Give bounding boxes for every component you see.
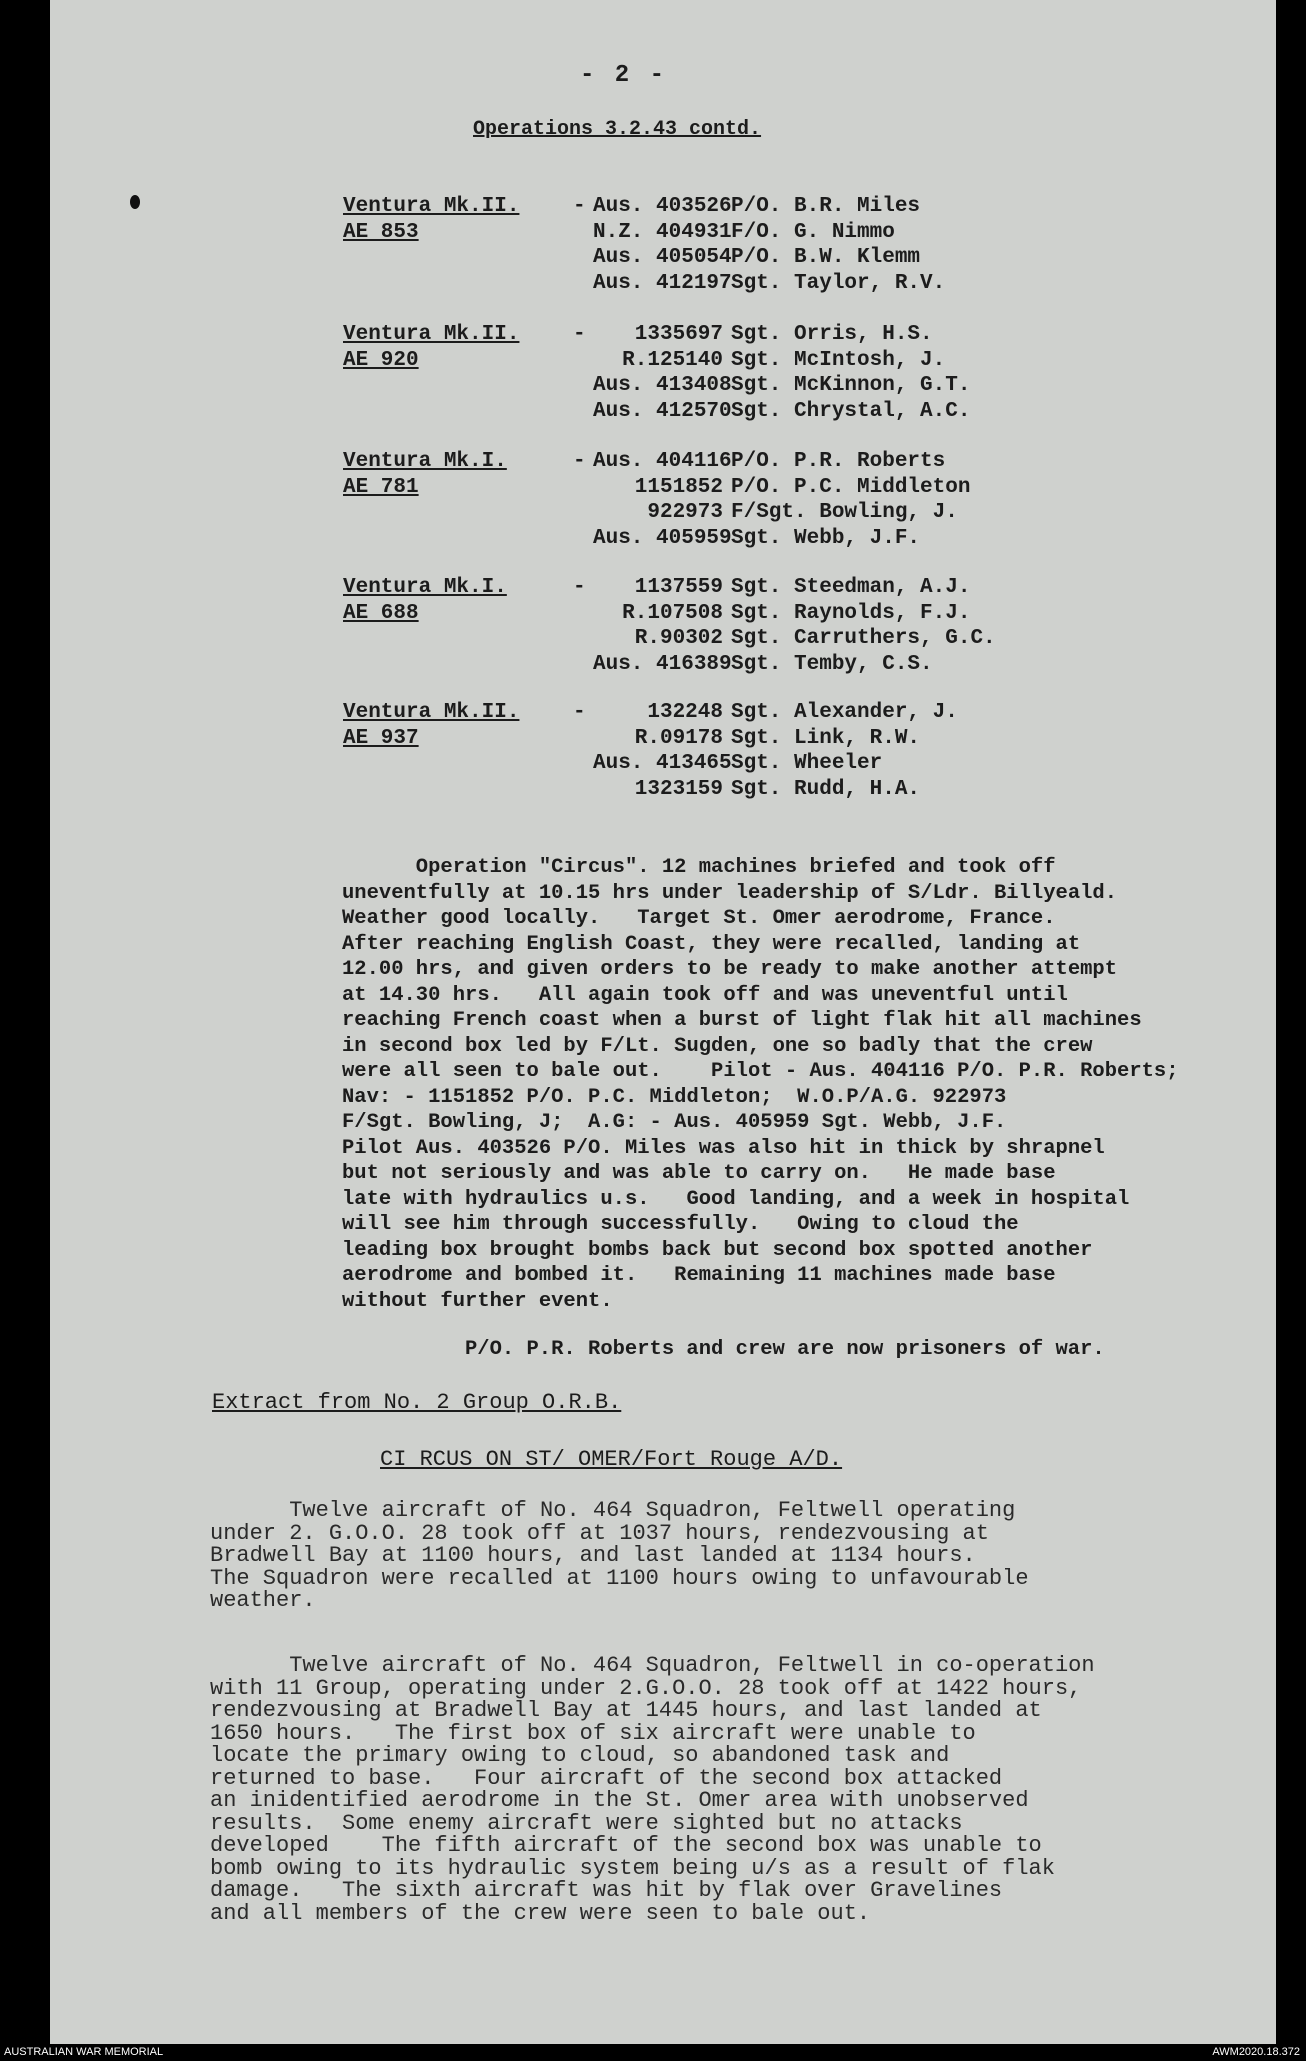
service-number: 132248	[647, 701, 723, 724]
service-number: 1323159	[634, 777, 723, 801]
crew-block	[343, 575, 996, 677]
aircraft-name: Ventura Mk.II.	[343, 323, 520, 346]
footer-institution: AUSTRALIAN WAR MEMORIAL	[4, 2046, 164, 2058]
service-number: Aus. 405959	[593, 526, 732, 550]
footer-reference: AWM2020.18.372	[1212, 2046, 1300, 2058]
crew-row	[343, 726, 958, 752]
crew-name: Sgt. Link, R.W.	[731, 726, 921, 750]
aircraft-serial: AE 853	[343, 220, 419, 244]
aircraft-name: Ventura Mk.II.	[343, 701, 520, 724]
crew-row: Ventura Mk.II. - 132248 Sgt. Alexander, J.	[343, 701, 958, 724]
extract-heading: Extract from No. 2 Group O.R.B.	[212, 1390, 622, 1415]
footer-bar	[0, 2044, 1306, 2061]
service-number: Aus. 413408	[593, 374, 732, 397]
service-number: Aus. 412197	[593, 271, 732, 295]
crew-row	[343, 601, 996, 627]
crew-name: Sgt. Carruthers, G.C.	[731, 627, 996, 650]
crew-row	[343, 475, 970, 501]
crew-name: Sgt. McKinnon, G.T.	[731, 374, 971, 397]
orb-paragraph-2: Twelve aircraft of No. 464 Squadron, Feltwell in co-operation with 11 Group, operating under 2.G.O.O. 28 took off at 1422 hours, rendezvousing at Bradwell Bay at 1445 hours, and last landed at 1650 hours. The first box of six aircraft were unable to locate the primary owing to cloud, so abandoned task and returned to base. Four aircraft of the second box attacked an inidentified aerodrome in the St. Omer area with unobserved results. Some enemy aircraft were sighted but no attacks developed The fifth aircraft of the second box was unable to bomb owing to its hydraulic system being u/s as a result of flak damage. The sixth aircraft was hit by flak over Gravelines and all members of the crew were seen to bale out.	[210, 1653, 1095, 1926]
crew-block	[343, 194, 945, 296]
service-number: Aus. 412570	[593, 399, 732, 423]
service-number: Aus. 413465	[593, 752, 732, 775]
crew-name: P/O. B.R. Miles	[731, 195, 921, 218]
crew-name: P/O. P.R. Roberts	[731, 450, 946, 473]
service-number: 922973	[647, 501, 723, 524]
aircraft-name: Ventura Mk.II.	[343, 195, 520, 218]
crew-name: Sgt. Taylor, R.V.	[731, 271, 946, 295]
crew-block	[343, 322, 970, 424]
crew-row	[343, 500, 970, 526]
crew-block	[343, 449, 970, 551]
circus-heading: CI RCUS ON ST/ OMER/Fort Rouge A/D.	[380, 1447, 843, 1472]
crew-row: Ventura Mk.II. - Aus. 403526 P/O. B.R. Miles	[343, 195, 921, 218]
crew-name: F/O. G. Nimmo	[731, 220, 895, 244]
page-number: - 2 -	[580, 62, 668, 89]
crew-row	[343, 373, 970, 399]
service-number: Aus. 405054	[593, 246, 732, 269]
crew-row	[343, 271, 945, 297]
crew-row: Ventura Mk.I. - 1137559 Sgt. Steedman, A.J.	[343, 576, 971, 599]
crew-row	[343, 751, 958, 777]
service-number: Aus. 416389	[593, 652, 732, 676]
page-heading: Operations 3.2.43 contd.	[473, 118, 762, 141]
service-number: 1335697	[634, 323, 723, 346]
operation-paragraph: Operation "Circus". 12 machines briefed and took off uneventfully at 10.15 hrs under leadership of S/Ldr. Billyeald. Weather good locally. Target St. Omer aerodrome, France. After reaching English Coast, they were recalled, landing at 12.00 hrs, and given orders to be ready to make another attempt at 14.30 hrs. All again took off and was uneventful until reaching French coast when a burst of light flak hit all machines in second box led by F/Lt. Sugden, one so badly that the crew were all seen to bale out. Pilot - Aus. 404116 P/O. P.R. Roberts; Nav: - 1151852 P/O. P.C. Middleton; W.O.P/A.G. 922973 F/Sgt. Bowling, J; A.G: - Aus. 405959 Sgt. Webb, J.F. Pilot Aus. 403526 P/O. Miles was also hit in thick by shrapnel but not seriously and was able to carry on. He made base late with hydraulics u.s. Good landing, and a week in hospital will see him through successfully. Owing to cloud the leading box brought bombs back but second box spotted another aerodrome and bombed it. Remaining 11 machines made base without further event.	[342, 856, 1179, 1313]
crew-name: Sgt. Temby, C.S.	[731, 652, 933, 676]
crew-name: P/O. P.C. Middleton	[731, 475, 971, 499]
aircraft-name: Ventura Mk.I.	[343, 576, 507, 599]
aircraft-name: Ventura Mk.I.	[343, 450, 507, 473]
aircraft-serial: AE 781	[343, 475, 419, 499]
crew-name: Sgt. Webb, J.F.	[731, 526, 921, 550]
crew-row	[343, 626, 996, 652]
crew-name: Sgt. Wheeler	[731, 752, 883, 775]
orb-paragraph-1: Twelve aircraft of No. 464 Squadron, Feltwell operating under 2. G.O.O. 28 took off at 1037 hours, rendezvousing at Bradwell Bay at 1100 hours, and last landed at 1134 hours. The Squadron were recalled at 1100 hours owing to unfavourable weather.	[210, 1498, 1029, 1613]
crew-row	[343, 777, 958, 803]
crew-row: Ventura Mk.II. - 1335697 Sgt. Orris, H.S.	[343, 323, 933, 346]
service-number: Aus. 403526	[593, 195, 732, 218]
service-number: R.09178	[634, 726, 723, 750]
crew-name: F/Sgt. Bowling, J.	[731, 501, 958, 524]
crew-row: Ventura Mk.I. - Aus. 404116 P/O. P.R. Roberts	[343, 450, 946, 473]
crew-name: Sgt. Orris, H.S.	[731, 323, 933, 346]
service-number: R.125140	[622, 348, 723, 372]
crew-name: Sgt. Alexander, J.	[731, 701, 958, 724]
crew-name: Sgt. McIntosh, J.	[731, 348, 946, 372]
aircraft-serial: AE 920	[343, 348, 419, 372]
crew-row	[343, 526, 970, 552]
service-number: R.107508	[622, 601, 723, 625]
service-number: 1151852	[634, 475, 723, 499]
service-number: N.Z. 404931	[593, 220, 732, 244]
crew-name: Sgt. Chrystal, A.C.	[731, 399, 971, 423]
crew-name: Sgt. Raynolds, F.J.	[731, 601, 971, 625]
crew-row	[343, 245, 945, 271]
crew-row	[343, 399, 970, 425]
aircraft-serial: AE 937	[343, 726, 419, 750]
crew-row	[343, 348, 970, 374]
service-number: R.90302	[634, 627, 723, 650]
punch-hole-mark	[130, 195, 140, 209]
crew-row	[343, 220, 945, 246]
crew-block	[343, 700, 958, 802]
service-number: 1137559	[634, 576, 723, 599]
aircraft-serial: AE 688	[343, 601, 419, 625]
crew-row	[343, 652, 996, 678]
pow-note: P/O. P.R. Roberts and crew are now prisoners of war.	[465, 1338, 1105, 1361]
service-number: Aus. 404116	[593, 450, 732, 473]
crew-name: Sgt. Rudd, H.A.	[731, 777, 921, 801]
crew-name: Sgt. Steedman, A.J.	[731, 576, 971, 599]
crew-name: P/O. B.W. Klemm	[731, 246, 921, 269]
